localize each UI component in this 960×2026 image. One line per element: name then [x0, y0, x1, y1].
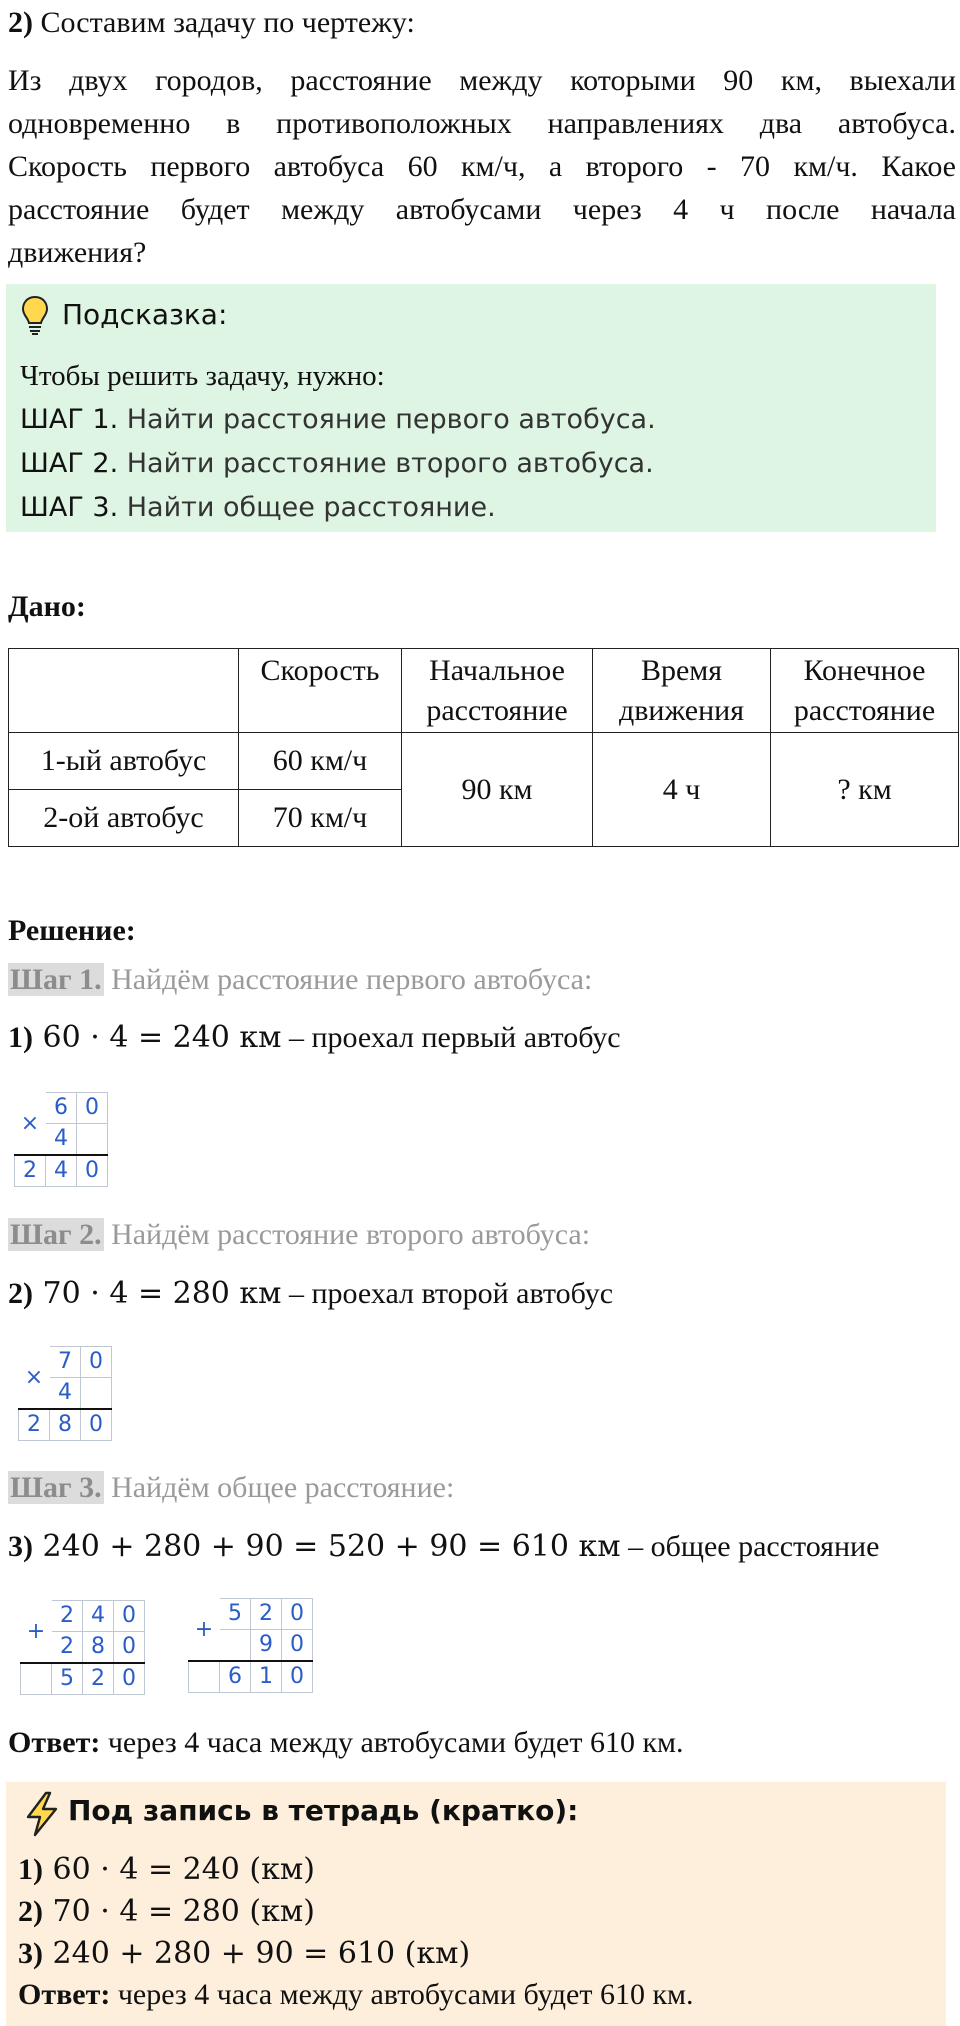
hint-step: [20, 448, 654, 479]
hint-step-label: ШАГ 3.: [20, 492, 119, 523]
step-text: Найдём расстояние первого автобуса:: [103, 963, 593, 996]
lightning-icon: [22, 1790, 62, 1838]
table-cell: 1-ый автобус: [9, 733, 239, 790]
digit: 8: [83, 1632, 114, 1664]
table-header: Начальное расстояние: [402, 649, 593, 733]
answer-label: Ответ:: [8, 1726, 101, 1759]
notebook-line: [18, 1936, 470, 1971]
task-line: Из двух городов, расстояние между которыми 90 км, выехали: [8, 64, 956, 97]
hint-step-label: ШАГ 2.: [20, 448, 119, 479]
digit: 8: [50, 1409, 81, 1441]
hint-step-label: ШАГ 1.: [20, 404, 119, 435]
notebook-number: 2): [18, 1895, 43, 1928]
table-header: Время движения: [593, 649, 771, 733]
step-label: Шаг 2.: [10, 1218, 102, 1251]
table-cell: 2-ой автобус: [9, 790, 239, 847]
answer-text: через 4 часа между автобусами будет 610 км.: [100, 1726, 684, 1759]
operator-sign: ×: [24, 1364, 44, 1390]
digit: 0: [81, 1347, 112, 1378]
equation-line: [8, 1529, 879, 1564]
digit: 0: [81, 1409, 112, 1441]
notebook-number: 3): [18, 1937, 43, 1970]
hint-step-text: Найти расстояние второго автобуса.: [118, 448, 654, 479]
equation-expression: 240 + 280 + 90 = 520 + 90 = 610 км: [33, 1529, 621, 1564]
answer-line: [8, 1726, 684, 1760]
digit: [81, 1378, 112, 1410]
task-line: движения?: [8, 236, 147, 269]
table-header: [9, 649, 239, 733]
digit: 5: [220, 1599, 251, 1630]
digit: 2: [251, 1599, 282, 1630]
digit: 0: [114, 1632, 145, 1664]
notebook-line: [18, 1894, 315, 1929]
operator-sign: +: [26, 1618, 46, 1644]
digit: 0: [282, 1599, 313, 1630]
notebook-number: 1): [18, 1853, 43, 1886]
hint-box: [6, 284, 936, 532]
digit: [220, 1630, 251, 1662]
given-table: [8, 648, 959, 847]
notebook-answer-label: Ответ:: [18, 1978, 111, 2011]
step-label: Шаг 3.: [10, 1471, 102, 1504]
table-cell: 60 км/ч: [239, 733, 402, 790]
hint-title: Подсказка:: [62, 298, 228, 331]
digit: 0: [114, 1663, 145, 1695]
equation-number: 2): [8, 1277, 33, 1310]
solution-title: Решение:: [8, 914, 136, 947]
equation-line: [8, 1276, 613, 1311]
digit: 0: [77, 1155, 108, 1187]
table-header: Скорость: [239, 649, 402, 733]
table-cell: 70 км/ч: [239, 790, 402, 847]
given-title: Дано:: [8, 590, 86, 623]
intro-number: 2): [8, 6, 33, 39]
lightbulb-icon: [20, 294, 50, 338]
task-text: [8, 60, 956, 275]
digit: 1: [251, 1661, 282, 1693]
digit: 6: [46, 1093, 77, 1124]
digit: 7: [50, 1347, 81, 1378]
column-addition: [188, 1598, 313, 1693]
equation-comment: – проехал второй автобус: [281, 1277, 614, 1310]
digit: [189, 1661, 220, 1693]
notebook-line: [18, 1852, 315, 1887]
intro-line: [8, 2, 956, 44]
table-cell: 90 км: [402, 733, 593, 847]
hint-step-text: Найти общее расстояние.: [118, 492, 496, 523]
notebook-expression: 60 · 4 = 240 (км): [43, 1852, 315, 1887]
equation-line: [8, 1020, 621, 1055]
table-row: [9, 733, 959, 790]
digit: 0: [77, 1093, 108, 1124]
digit: 4: [83, 1601, 114, 1632]
equation-comment: – общее расстояние: [620, 1530, 880, 1563]
table-header: Конечное расстояние: [771, 649, 959, 733]
notebook-answer: [18, 1978, 694, 2012]
hint-step-text: Найти расстояние первого автобуса.: [118, 404, 656, 435]
task-line: одновременно в противоположных направлениях два автобуса.: [8, 107, 956, 140]
column-multiplication: [18, 1346, 112, 1441]
notebook-expression: 240 + 280 + 90 = 610 (км): [43, 1936, 471, 1971]
task-line: расстояние будет между автобусами через 4 ч после начала: [8, 193, 956, 226]
hint-step: [20, 492, 496, 523]
digit: [21, 1663, 52, 1695]
digit: 6: [220, 1661, 251, 1693]
table-header-row: [9, 649, 959, 733]
operator-sign: +: [194, 1616, 214, 1642]
digit: 2: [52, 1632, 83, 1664]
digit: 4: [46, 1124, 77, 1156]
digit: [77, 1124, 108, 1156]
step-heading: [8, 1471, 454, 1505]
digit: 0: [282, 1630, 313, 1662]
equation-expression: 70 · 4 = 280 км: [33, 1276, 282, 1311]
digit: 2: [52, 1601, 83, 1632]
column-multiplication: [14, 1092, 108, 1187]
digit: 5: [52, 1663, 83, 1695]
step-heading: [8, 963, 592, 997]
hint-intro: Чтобы решить задачу, нужно:: [20, 360, 385, 392]
equation-number: 1): [8, 1021, 33, 1054]
hint-step: [20, 404, 656, 435]
digit: 9: [251, 1630, 282, 1662]
digit: 4: [50, 1378, 81, 1410]
step-text: Найдём расстояние второго автобуса:: [103, 1218, 591, 1251]
digit: 4: [46, 1155, 77, 1187]
operator-sign: ×: [20, 1110, 40, 1136]
equation-number: 3): [8, 1530, 33, 1563]
step-heading: [8, 1218, 590, 1252]
task-line: Скорость первого автобуса 60 км/ч, а второго - 70 км/ч. Какое: [8, 150, 956, 183]
table-cell: 4 ч: [593, 733, 771, 847]
digit: 2: [83, 1663, 114, 1695]
digit: 0: [282, 1661, 313, 1693]
step-text: Найдём общее расстояние:: [103, 1471, 455, 1504]
digit: 2: [15, 1155, 46, 1187]
equation-expression: 60 · 4 = 240 км: [33, 1020, 282, 1055]
step-label: Шаг 1.: [10, 963, 102, 996]
table-cell: ? км: [771, 733, 959, 847]
column-addition: [20, 1600, 145, 1695]
intro-text: Составим задачу по чертежу:: [33, 6, 415, 39]
digit: 0: [114, 1601, 145, 1632]
digit: 2: [19, 1409, 50, 1441]
notebook-expression: 70 · 4 = 280 (км): [43, 1894, 315, 1929]
notebook-box: [6, 1782, 946, 2026]
notebook-answer-text: через 4 часа между автобусами будет 610 км.: [110, 1978, 694, 2011]
equation-comment: – проехал первый автобус: [281, 1021, 621, 1054]
notebook-title: Под запись в тетрадь (кратко):: [68, 1794, 579, 1827]
